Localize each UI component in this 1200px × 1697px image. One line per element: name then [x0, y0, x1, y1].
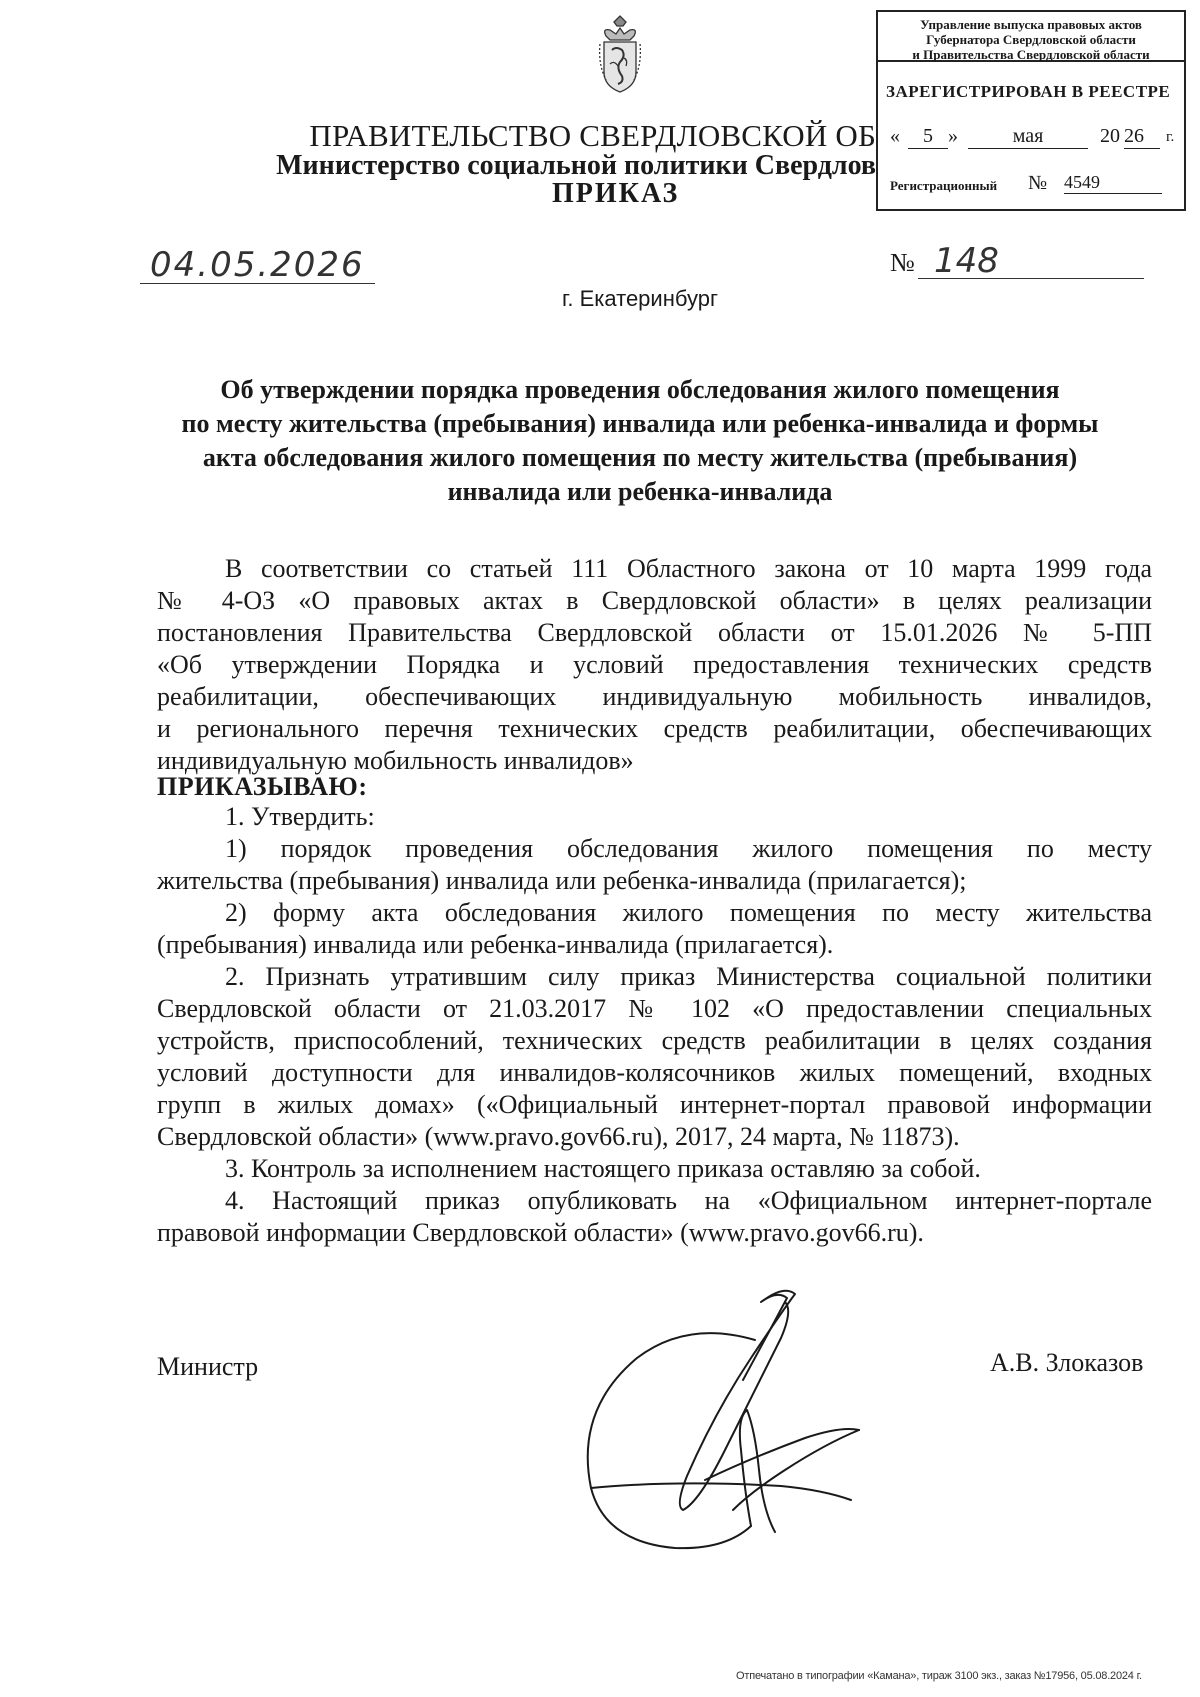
- body-line: 2. Признать утратившим силу приказ Министерства социальной политики: [225, 962, 1152, 991]
- body-line: групп в жилых домах» («Официальный интернет-портал правовой информации: [157, 1090, 1152, 1119]
- subject-line: по месту жительства (пребывания) инвалида или ребенка-инвалида и формы: [181, 409, 1099, 438]
- body-line: жительства (пребывания) инвалида или ребенка-инвалида (прилагается);: [157, 866, 967, 895]
- handwritten-date-text: 04.05.2026: [150, 245, 365, 285]
- stamp-quote-close: »: [948, 125, 958, 147]
- subject-line: инвалида или ребенка-инвалида: [447, 477, 833, 506]
- stamp-month: мая: [968, 125, 1088, 149]
- body-line: условий доступности для инвалидов-колясочников жилых помещений, входных: [157, 1058, 1152, 1087]
- body-line: Свердловской области от 21.03.2017 № 102 «О предоставлении специальных: [157, 994, 1152, 1023]
- subject-line: акта обследования жилого помещения по месту жительства (пребывания): [202, 443, 1078, 472]
- body-line: реабилитации, обеспечивающих индивидуальную мобильность инвалидов,: [157, 682, 1152, 711]
- number-underline: [918, 278, 1144, 279]
- body-line: 4. Настоящий приказ опубликовать на «Официальном интернет-портале: [225, 1186, 1152, 1215]
- handwritten-date: [148, 240, 378, 286]
- stamp-day: 5: [908, 125, 948, 149]
- stamp-registered-title: ЗАРЕГИСТРИРОВАН В РЕЕСТРЕ: [886, 82, 1171, 101]
- body-line: (пребывания) инвалида или ребенка-инвалида (прилагается).: [157, 930, 834, 959]
- body-line: 1. Утвердить:: [225, 802, 375, 831]
- body-line: постановления Правительства Свердловской области от 15.01.2026 № 5-ПП: [157, 618, 1152, 647]
- stamp-number-sign: №: [1028, 172, 1048, 194]
- stamp-year-mark: г.: [1166, 129, 1175, 145]
- order-subject: [140, 373, 1140, 509]
- handwritten-signature: [555, 1280, 865, 1570]
- order-type-title: ПРИКАЗ: [552, 178, 680, 209]
- body-line: и регионального перечня технических средств реабилитации, обеспечивающих: [157, 714, 1152, 743]
- stamp-year-suffix: 26: [1124, 125, 1160, 149]
- handwritten-number-text: 148: [934, 241, 999, 281]
- signatory-name: А.В. Злоказов: [990, 1348, 1144, 1377]
- date-underline: [140, 283, 375, 284]
- body-line: Свердловской области» (www.pravo.gov66.ru), 2017, 24 марта, № 11873).: [157, 1122, 960, 1151]
- stamp-department: [878, 12, 1184, 62]
- body-line: индивидуальную мобильность инвалидов»: [157, 746, 634, 775]
- coat-of-arms-emblem: [596, 14, 644, 96]
- signatory-title: Министр: [157, 1352, 259, 1381]
- stamp-dept-line: и Правительства Свердловской области: [912, 47, 1150, 62]
- body-line: «Об утверждении Порядка и условий предоставления технических средств: [157, 650, 1152, 679]
- order-number-sign: №: [890, 248, 915, 277]
- body-line: 2) форму акта обследования жилого помещения по месту жительства: [225, 898, 1152, 927]
- subject-line: Об утверждении порядка проведения обследования жилого помещения: [220, 375, 1060, 404]
- handwritten-order-number: [934, 236, 1014, 282]
- stamp-dept-line: Губернатора Свердловской области: [926, 32, 1136, 47]
- stamp-number-label: Регистрационный: [890, 178, 998, 193]
- body-line: правовой информации Свердловской области» (www.pravo.gov66.ru).: [157, 1218, 924, 1247]
- stamp-year-prefix: 20: [1100, 125, 1120, 147]
- stamp-quote-open: «: [890, 125, 900, 147]
- city-line: г. Екатеринбург: [562, 286, 718, 311]
- body-line: В соответствии со статьей 111 Областного закона от 10 марта 1999 года: [225, 554, 1152, 583]
- body-line: 3. Контроль за исполнением настоящего приказа оставляю за собой.: [225, 1154, 981, 1183]
- print-footer: Отпечатано в типографии «Камана», тираж 3100 экз., заказ №17956, 05.08.2024 г.: [736, 1670, 1142, 1682]
- body-line: устройств, приспособлений, технических средств реабилитации в целях создания: [157, 1026, 1152, 1055]
- registration-stamp: [876, 10, 1186, 211]
- body-line: 1) порядок проведения обследования жилого помещения по месту: [225, 834, 1152, 863]
- stamp-registration-number: 4549: [1064, 172, 1162, 194]
- stamp-dept-line: Управление выпуска правовых актов: [920, 17, 1142, 32]
- government-heading: ПРАВИТЕЛЬСТВО СВЕРДЛОВСКОЙ ОБ: [309, 118, 876, 153]
- order-directive-heading: ПРИКАЗЫВАЮ:: [157, 772, 368, 801]
- body-line: № 4-ОЗ «О правовых актах в Свердловской области» в целях реализации: [157, 586, 1152, 615]
- ministry-heading: Министерство социальной политики Свердлов: [276, 150, 876, 181]
